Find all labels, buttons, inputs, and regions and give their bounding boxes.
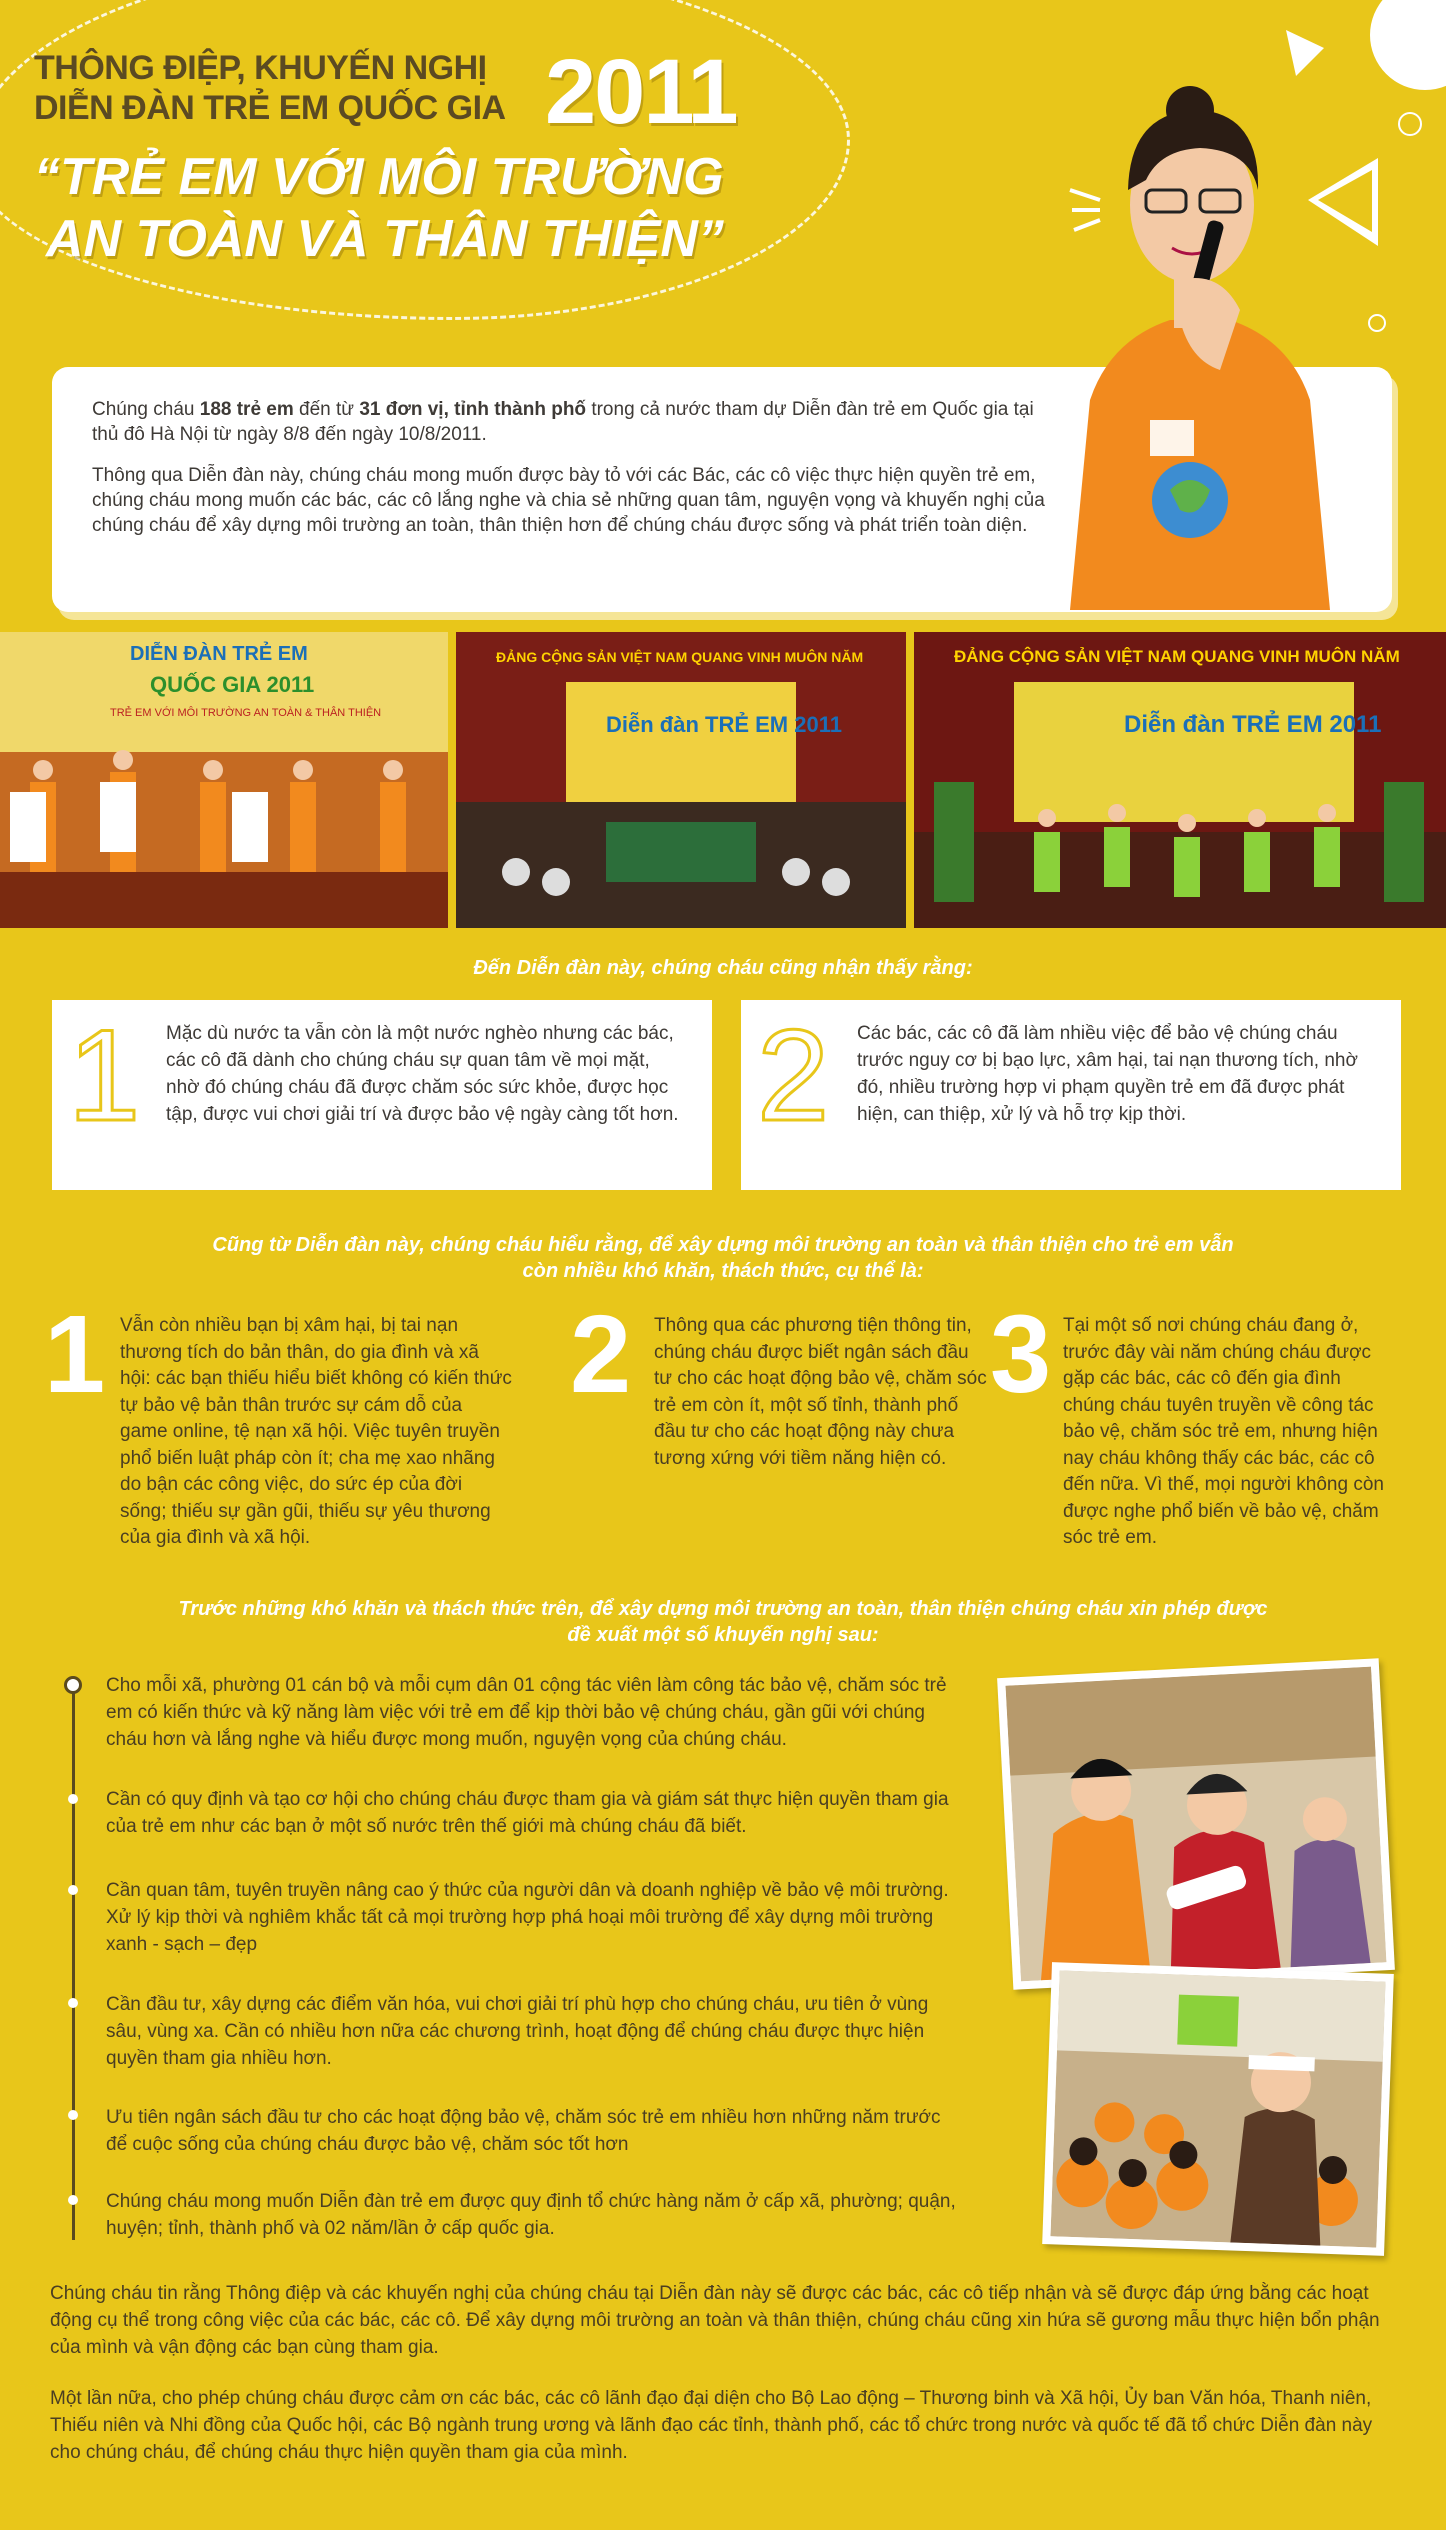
header-title — [34, 48, 506, 128]
challenges-heading-line-2: còn nhiều khó khăn, thách thức, cụ thể là: — [522, 1260, 924, 1282]
recognition-number-2: 2 — [757, 1002, 830, 1148]
header-line-2: DIỄN ĐÀN TRẺ EM QUỐC GIA — [34, 89, 506, 127]
recommendations-timeline — [72, 1684, 75, 2240]
timeline-dot-4 — [68, 1998, 78, 2008]
photo-stage-banners — [0, 632, 448, 928]
challenge-number-2: 2 — [570, 1293, 632, 1416]
timeline-dot-6 — [68, 2195, 78, 2205]
recommendation-item-3: Cần quan tâm, tuyên truyền nâng cao ý thức của người dân và doanh nghiệp về bảo vệ môi trường. Xử lý kịp thời và nghiêm khắc tất cả mọi trường hợp phá hoại môi trường để xây dựng môi trường xanh - sạch – đẹp — [106, 1880, 949, 1955]
header-year: 2011 — [545, 41, 737, 143]
recommendation-item-6: Chúng cháu mong muốn Diễn đàn trẻ em được quy định tổ chức hàng năm ở cấp xã, phường; quận, huyện; tỉnh, thành phố và 02 năm/lần ở cấp quốc gia. — [106, 2191, 956, 2239]
timeline-dot-3 — [68, 1885, 78, 1895]
challenge-number-3: 3 — [990, 1293, 1052, 1416]
header-line-1: THÔNG ĐIỆP, KHUYẾN NGHỊ — [34, 49, 487, 87]
challenge-text-1: Vẫn còn nhiều bạn bị xâm hại, bị tai nạn thương tích do bản thân, do gia đình và xã hội: các bạn thiếu hiểu biết không có kiến thức tự bảo vệ bản thân trước sự cám dỗ của game online, tệ nạn xã hội. Việc tuyên truyền phổ biến luật pháp còn ít; cha mẹ xao nhãng do bận các công việc, do sức ép của đời sống; thiếu sự gần gũi, thiếu sự yêu thương của gia đình và xã hội. — [120, 1315, 512, 1548]
recognition-text-1: Mặc dù nước ta vẫn còn là một nước nghèo nhưng các bác, các cô đã dành cho chúng cháu sự quan tâm về mọi mặt, nhờ đó chúng cháu đã được chăm sóc sức khỏe, được học tập, được vui chơi giải trí và được bảo vệ ngày càng tốt hơn. — [166, 1023, 679, 1125]
decor-circle-ring — [1398, 112, 1422, 136]
closing-paragraph-1: Chúng cháu tin rằng Thông điệp và các khuyến nghị của chúng cháu tại Diễn đàn này sẽ được các bác, các cô tiếp nhận và sẽ được đáp ứng bằng các hoạt động cụ thể trong công việc của các bác, các cô. Để xây dựng môi trường an toàn và thân thiện, chúng cháu cũng xin hứa sẽ gương mẫu thực hiện bổn phận của mình và vận động các bạn cùng tham gia. — [50, 2283, 1380, 2358]
intro-paragraph-2: Thông qua Diễn đàn này, chúng cháu mong muốn được bày tỏ với các Bác, các cô việc thực hiện quyền trẻ em, chúng cháu mong muốn các bác, các cô lắng nghe và chia sẻ những quan tâm, nguyện vọng và khuyến nghị của chúng cháu để xây dựng môi trường an toàn, thân thiện hơn để chúng cháu được sống và phát triển toàn diện. — [92, 465, 1045, 536]
header-theme-line-1: “TRẺ EM VỚI MÔI TRƯỜNG — [34, 148, 724, 206]
photo1-banner-1: DIỄN ĐÀN TRẺ EM — [130, 643, 308, 665]
decor-circle-ring-small — [1368, 314, 1386, 332]
photo-meeting-hall — [456, 632, 906, 928]
timeline-dot-5 — [68, 2110, 78, 2120]
recognition-box-2 — [741, 1000, 1401, 1190]
challenge-text-2: Thông qua các phương tiện thông tin, chúng cháu được biết ngân sách đầu tư cho các hoạt động bảo vệ, chăm sóc trẻ em còn ít, một số tỉnh, thành phố đầu tư cho các hoạt động này chưa tương xứng với tiềm năng hiện có. — [654, 1315, 987, 1469]
photo1-banner-3: TRẺ EM VỚI MÔI TRƯỜNG AN TOÀN & THÂN THIỆN — [110, 707, 382, 719]
photo1-banner-2: QUỐC GIA 2011 — [150, 672, 315, 697]
photo2-banner: ĐẢNG CỘNG SẢN VIỆT NAM QUANG VINH MUÔN NĂM — [496, 649, 864, 665]
recognition-box-1 — [52, 1000, 712, 1190]
timeline-dot-2 — [68, 1794, 78, 1804]
recognition-heading: Đến Diễn đàn này, chúng cháu cũng nhận thấy rằng: — [473, 957, 973, 979]
recommendation-item-5: Ưu tiên ngân sách đầu tư cho các hoạt động bảo vệ, chăm sóc trẻ em nhiều hơn những năm trước để cuộc sống của chúng cháu được bảo vệ, chăm sóc tốt hơn — [106, 2107, 941, 2155]
recommendations-heading-line-1: Trước những khó khăn và thách thức trên, để xây dựng môi trường an toàn, thân thiện chúng cháu xin phép được — [178, 1598, 1268, 1620]
photo-frame-handshake — [997, 1658, 1395, 1990]
speaker-girl-image — [1050, 70, 1350, 610]
challenge-text-3: Tại một số nơi chúng cháu đang ở, trước đây vài năm chúng cháu được gặp các bác, các cô đến gia đình chúng cháu tuyên truyền về công tác bảo vệ, chăm sóc trẻ em, nhưng hiện nay cháu không thấy các bác, các cô đến nữa. Vì thế, mọi người không còn được nghe phổ biến về bảo vệ, chăm sóc trẻ em. — [1063, 1315, 1384, 1548]
recommendation-item-2: Cần có quy định và tạo cơ hội cho chúng cháu được tham gia và giám sát thực hiện quyền tham gia của trẻ em như các bạn ở một số nước trên thế giới mà chúng cháu đã biết. — [106, 1789, 949, 1837]
challenges-heading-line-1: Cũng từ Diễn đàn này, chúng cháu hiểu rằng, để xây dựng môi trường an toàn và thân thiện cho trẻ em vẫn — [212, 1234, 1234, 1256]
closing-paragraph-2: Một lần nữa, cho phép chúng cháu được cảm ơn các bác, các cô lãnh đạo đại diện cho Bộ Lao động – Thương binh và Xã hội, Ủy ban Văn hóa, Thanh niên, Thiếu niên và Nhi đồng của Quốc hội, các Bộ ngành trung ương và lãnh đạo các tỉnh, thành phố, các tổ chức trong nước và quốc tế đã tổ chức Diễn đàn này cho chúng cháu, để chúng cháu thực hiện quyền tham gia của mình. — [50, 2388, 1373, 2463]
timeline-start-dot — [64, 1676, 82, 1694]
photo-frame-audience — [1042, 1962, 1394, 2256]
photo3-banner: ĐẢNG CỘNG SẢN VIỆT NAM QUANG VINH MUÔN NĂM — [954, 647, 1400, 666]
recommendations-heading — [0, 1596, 1446, 1648]
photo-dance-performance — [914, 632, 1446, 928]
challenges-heading — [0, 1232, 1446, 1284]
recommendation-item-1: Cho mỗi xã, phường 01 cán bộ và mỗi cụm dân 01 cộng tác viên làm công tác bảo vệ, chăm sóc trẻ em có kiến thức và kỹ năng làm việc với trẻ em để kịp thời bảo vệ chúng cháu, gần gũi với chúng cháu hơn và lắng nghe và hiểu được mong muốn, nguyện vọng của chúng cháu. — [106, 1675, 947, 1750]
photo-audience — [1050, 1970, 1385, 2247]
recommendations-heading-line-2: đề xuất một số khuyến nghị sau: — [567, 1624, 879, 1646]
recognition-text-2: Các bác, các cô đã làm nhiều việc để bảo vệ chúng cháu trước nguy cơ bị bạo lực, xâm hại, tai nạn thương tích, nhờ đó, nhiều trường hợp vi phạm quyền trẻ em đã được phát hiện, can thiệp, xử lý và hỗ trợ kịp thời. — [857, 1023, 1358, 1125]
header-theme — [34, 146, 724, 270]
recognition-number-1: 1 — [68, 1002, 141, 1148]
challenge-number-1: 1 — [44, 1293, 106, 1416]
photo2-stage-title: Diễn đàn TRẺ EM 2011 — [606, 712, 842, 737]
intro-paragraph-1: Chúng cháu 188 trẻ em đến từ 31 đơn vị, tỉnh thành phố trong cả nước tham dự Diễn đàn trẻ em Quốc gia tại thủ đô Hà Nội từ ngày 8/8 đến ngày 10/8/2011. — [92, 399, 1034, 445]
header-theme-line-2: AN TOÀN VÀ THÂN THIỆN” — [46, 210, 724, 268]
recommendation-item-4: Cần đầu tư, xây dựng các điểm văn hóa, vui chơi giải trí phù hợp cho chúng cháu, ưu tiên ở vùng sâu, vùng xa. Cần có nhiều hơn nữa các chương trình, hoạt động để chúng cháu được thực hiện quyền tham gia nhiều hơn. — [106, 1994, 929, 2069]
photo-handshake — [1006, 1667, 1387, 1982]
photo3-stage-title: Diễn đàn TRẺ EM 2011 — [1124, 711, 1382, 738]
